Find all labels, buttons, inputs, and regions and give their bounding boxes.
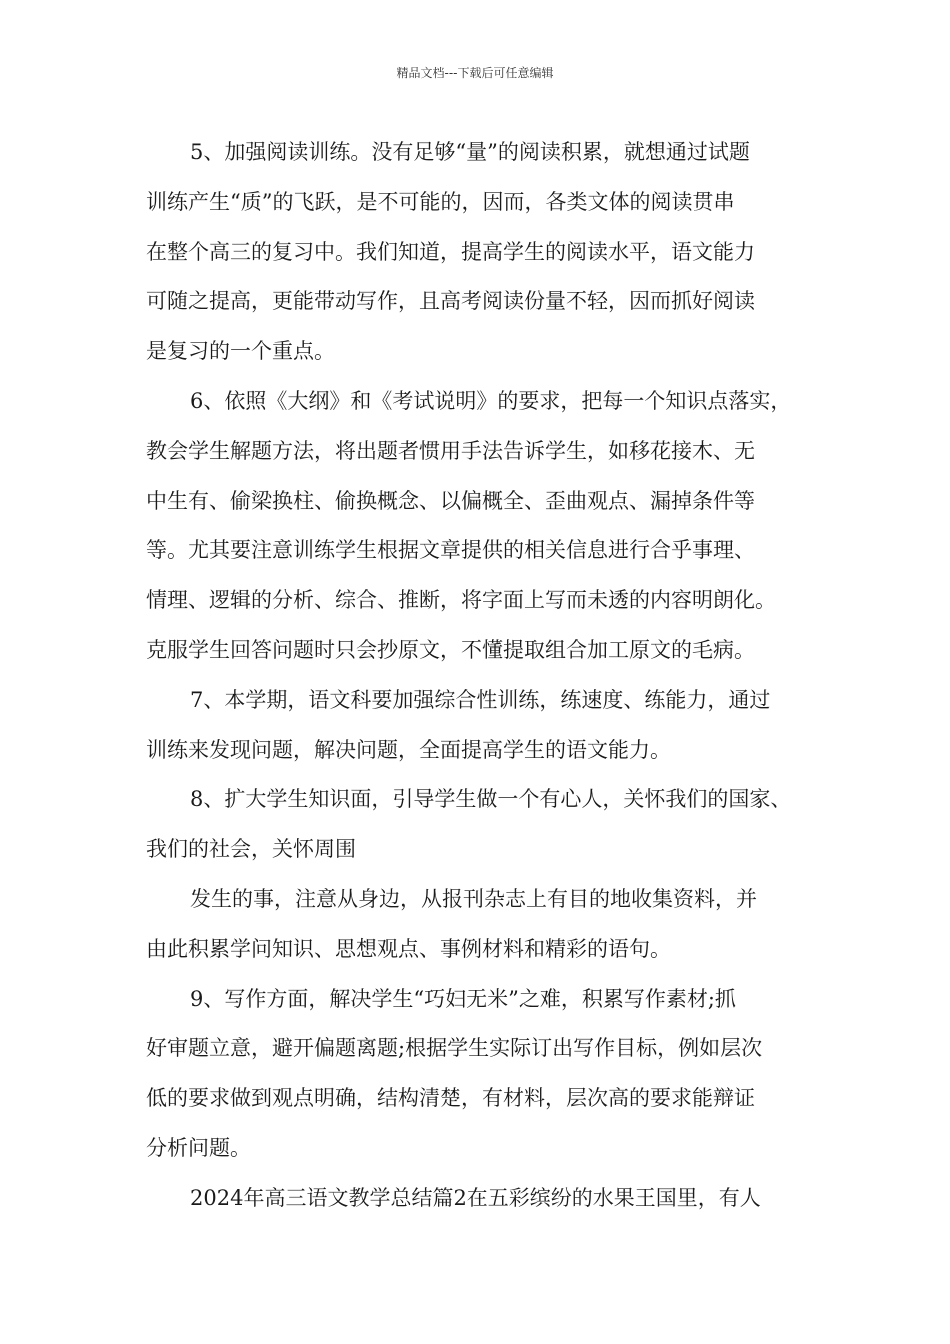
paragraph-line: 在整个高三的复习中。我们知道，提高学生的阅读水平，语文能力 <box>146 239 755 264</box>
paragraph-line: 教会学生解题方法，将出题者惯用手法告诉学生，如移花接木、无 <box>146 438 755 463</box>
paragraph-line: 9、写作方面，解决学生“巧妇无米”之难，积累写作素材;抓 <box>190 986 736 1011</box>
paragraph-line: 由此积累学问知识、思想观点、事例材料和精彩的语句。 <box>146 936 671 961</box>
paragraph-line: 等。尤其要注意训练学生根据文章提供的相关信息进行合乎事理、 <box>146 538 755 563</box>
paragraph-line: 低的要求做到观点明确，结构清楚，有材料，层次高的要求能辩证 <box>146 1086 755 1111</box>
paragraph-line: 好审题立意，避开偏题离题;根据学生实际订出写作目标，例如层次 <box>146 1036 763 1061</box>
page-header: 精品文档---下载后可任意编辑 <box>396 66 554 80</box>
paragraph-line: 情理、逻辑的分析、综合、推断，将字面上写而未透的内容明朗化。 <box>146 588 776 613</box>
paragraph-line: 8、扩大学生知识面，引导学生做一个有心人，关怀我们的国家、 <box>190 787 792 812</box>
paragraph-line: 克服学生回答问题时只会抄原文，不懂提取组合加工原文的毛病。 <box>146 637 755 662</box>
paragraph-line: 分析问题。 <box>146 1135 251 1160</box>
paragraph-line: 我们的社会，关怀周围 <box>146 837 356 862</box>
paragraph-line: 5、加强阅读训练。没有足够“量”的阅读积累，就想通过试题 <box>190 140 750 164</box>
paragraph-line: 可随之提高，更能带动写作，且高考阅读份量不轻，因而抓好阅读 <box>146 289 755 314</box>
paragraph-line: 训练来发现问题，解决问题，全面提高学生的语文能力。 <box>146 737 671 762</box>
document-body <box>146 134 814 1230</box>
paragraph-line: 6、依照《大纲》和《考试说明》的要求，把每一个知识点落实， <box>190 388 792 413</box>
paragraph-line: 发生的事，注意从身边，从报刊杂志上有目的地收集资料，并 <box>190 886 757 911</box>
paragraph-line: 是复习的一个重点。 <box>146 339 335 364</box>
paragraph-line: 7、本学期，语文科要加强综合性训练，练速度、练能力，通过 <box>190 687 771 712</box>
paragraph-line: 训练产生“质”的飞跃，是不可能的，因而，各类文体的阅读贯串 <box>146 189 735 214</box>
paragraph-line: 2024年高三语文教学总结篇2在五彩缤纷的水果王国里，有人 <box>190 1185 761 1210</box>
paragraph-line: 中生有、偷梁换柱、偷换概念、以偏概全、歪曲观点、漏掉条件等 <box>146 488 755 513</box>
